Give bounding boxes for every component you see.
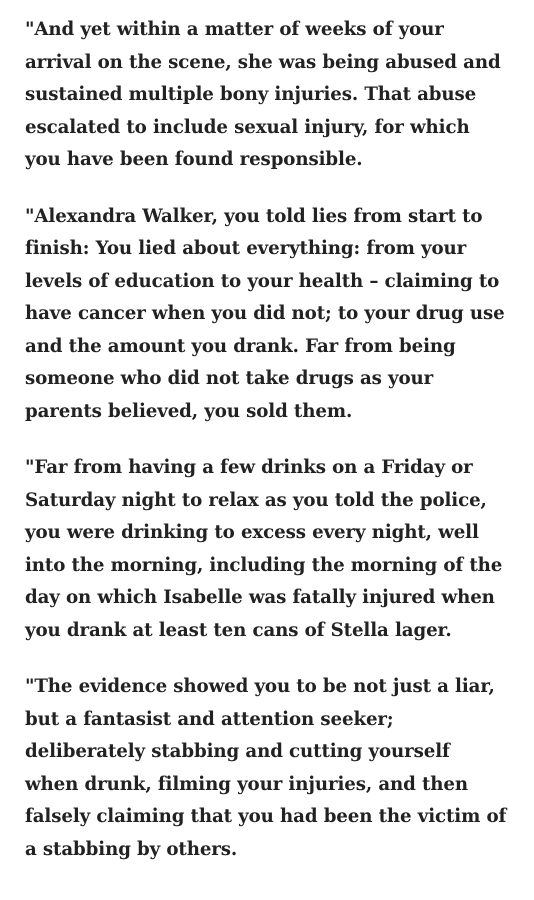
text-line: when drunk, filming your injuries, and then [25, 773, 468, 795]
text-line: have cancer when you did not; to your drug use [25, 303, 505, 324]
text-line: Saturday night to relax as you told the police, [25, 489, 487, 511]
text-line: you drank at least ten cans of Stella lager. [25, 619, 452, 641]
text-line: "Alexandra Walker, you told lies from start to [25, 205, 483, 227]
text-line: sustained multiple bony injuries. That abuse [25, 84, 477, 105]
text-line: you were drinking to excess every night, well [25, 522, 479, 543]
text-line: day on which Isabelle was fatally injured when [25, 587, 495, 608]
text-line: a stabbing by others. [25, 838, 238, 860]
paragraph-3 [25, 452, 506, 647]
paragraph-4 [25, 671, 506, 866]
text-line: parents believed, you sold them. [25, 400, 353, 422]
text-line: deliberately stabbing and cutting yourself [25, 741, 450, 762]
text-line: you have been found responsible. [25, 149, 363, 170]
paragraph-1 [25, 14, 506, 177]
text-line: and the amount you drank. Far from being [25, 335, 456, 357]
text-line: arrival on the scene, she was being abused and [25, 51, 501, 73]
text-line: someone who did not take drugs as your [25, 368, 434, 389]
paragraph-2 [25, 201, 506, 429]
text-line: but a fantasist and attention seeker; [25, 708, 394, 730]
text-line: escalated to include sexual injury, for which [25, 116, 470, 138]
text-line: finish: You lied about everything: from your [25, 238, 467, 259]
text-line: "And yet within a matter of weeks of your [25, 19, 444, 40]
text-line: levels of education to your health – claiming to [25, 270, 500, 292]
text-line: "Far from having a few drinks on a Friday or [25, 457, 473, 478]
text-line: falsely claiming that you had been the victim of [25, 806, 507, 827]
text-line: "The evidence showed you to be not just a liar, [25, 676, 495, 697]
text-line: into the morning, including the morning of the [25, 554, 503, 576]
